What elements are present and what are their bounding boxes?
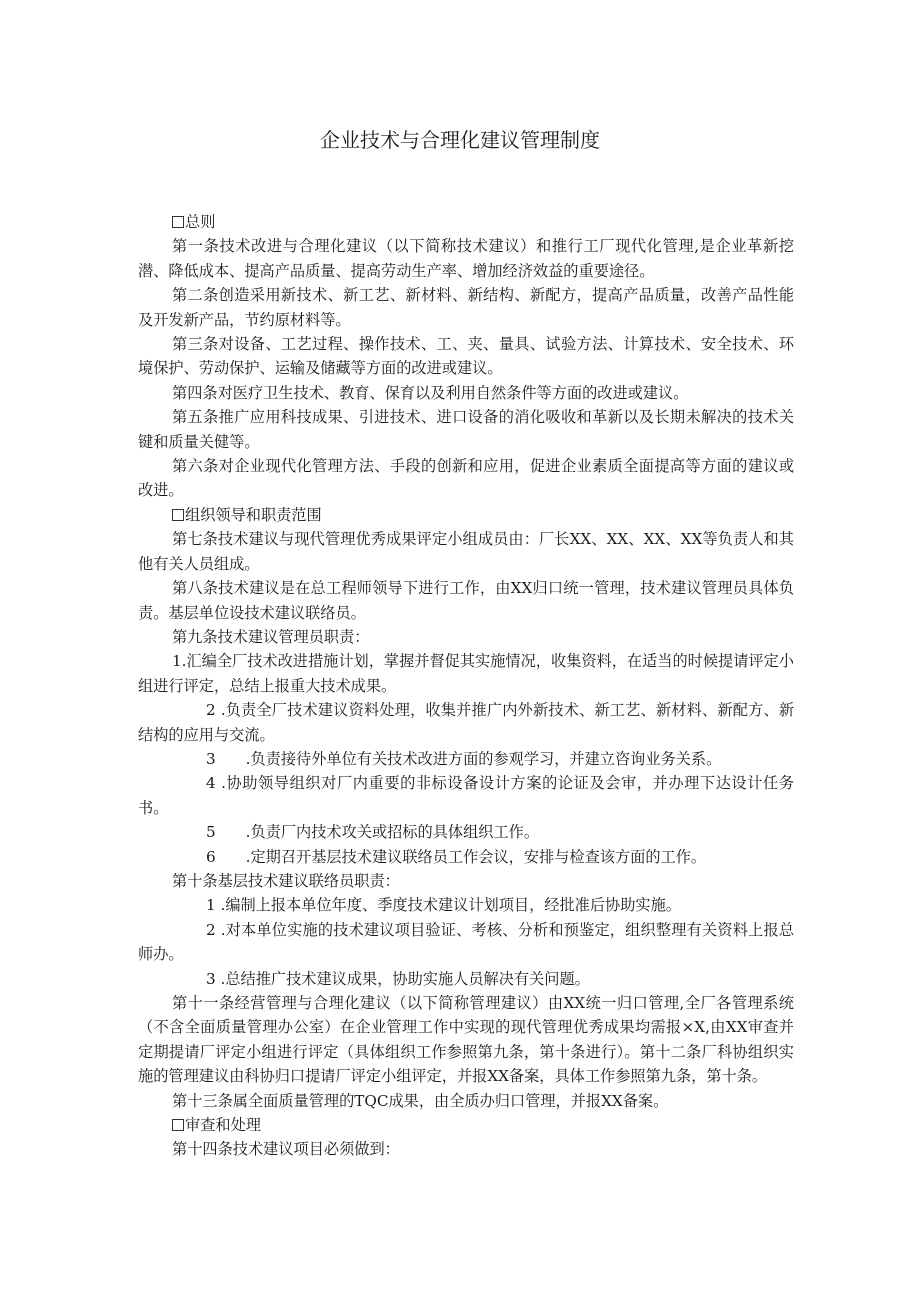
list-item [138, 771, 794, 820]
list-item-text: .负责接待外单位有关技术改进方面的参观学习，并建立咨询业务关系。 [245, 749, 722, 768]
article-paragraph: 第七条技术建议与现代管理优秀成果评定小组成员由：厂长XX、XX、XX、XX等负责人和其他有关人员组成。 [138, 530, 794, 573]
article-paragraph: 第六条对企业现代化管理方法、手段的创新和应用，促进企业素质全面提高等方面的建议或改进。 [138, 457, 794, 500]
checkbox-icon [172, 216, 184, 228]
checkbox-icon [172, 1119, 184, 1131]
section-heading-text: 总则 [185, 213, 216, 231]
list-item [138, 845, 794, 869]
article-paragraph: 第二条创造采用新技术、新工艺、新材料、新结构、新配方，提高产品质量，改善产品性能及开发新产品，节约原材料等。 [138, 286, 794, 329]
list-item [138, 698, 794, 747]
list-item [138, 918, 794, 967]
article-paragraph: 第十三条属全面质量管理的TQC成果，由全质办归口管理，并报XX备案。 [172, 1091, 669, 1110]
list-item [138, 820, 794, 844]
article-paragraph: 第五条推广应用科技成果、引进技术、进口设备的消化吸收和革新以及长期未解决的技术关键和质量关健等。 [138, 408, 794, 451]
document-title: 企业技术与合理化建议管理制度 [320, 128, 600, 152]
list-item [138, 893, 794, 917]
list-item-number: 4 [206, 774, 216, 793]
list-item-number: 1 [206, 896, 216, 915]
section-heading [138, 503, 794, 527]
article-paragraph: 第四条对医疗卫生技术、教育、保育以及利用自然条件等方面的改进或建议。 [172, 383, 689, 402]
list-item-text: .编制上报本单位年度、季度技术建议计划项目，经批准后协助实施。 [220, 896, 681, 915]
list-item-text: .负责厂内技术攻关或招标的具体组织工作。 [245, 823, 540, 842]
list-item-text: .对本单位实施的技术建议项目验证、考核、分析和预鉴定，组织整理有关资料上报总师办。 [138, 920, 795, 964]
article-paragraph: 第八条技术建议是在总工程师领导下进行工作，由XX归口统一管理，技术建议管理员具体负责。基层单位设技术建议联络员。 [138, 579, 794, 622]
article-paragraph: 第十一条经营管理与合理化建议（以下简称管理建议）由XX统一归口管理,全厂各管理系统（不含全面质量管理办公室）在企业管理工作中实现的现代管理优秀成果均需报×X,由XX审查并定期提请厂评定小组进行评定（具体组织工作参照第九条，第十条进行）。第十二条厂科协组织实施的管理建议由科协归口提请厂评定小组评定，并报XX备案，具体工作参照第九条，第十条。 [138, 994, 794, 1086]
article-paragraph: 第十四条技术建议项目必须做到： [172, 1140, 400, 1159]
section-heading [138, 210, 794, 234]
article-paragraph: 1.汇编全厂技术改进措施计划，掌握并督促其实施情况，收集资料，在适当的时候提请评定小组进行评定，总结上报重大技术成果。 [138, 652, 794, 695]
list-item-number: 2 [206, 920, 216, 939]
checkbox-icon [172, 509, 184, 521]
list-item-number: 3 [206, 969, 216, 988]
list-item-text: .定期召开基层技术建议联络员工作会议，安排与检查该方面的工作。 [245, 847, 707, 866]
list-item-text: .负责全厂技术建议资料处理，收集并推广内外新技术、新工艺、新材料、新配方、新结构的应用与交流。 [138, 701, 795, 744]
list-item-number: 6 [206, 847, 216, 866]
section-heading-text: 审查和处理 [185, 1116, 261, 1135]
section-heading-text: 组织领导和职责范围 [185, 505, 322, 524]
document-body [138, 210, 794, 1162]
list-item [138, 967, 794, 991]
article-paragraph: 第九条技术建议管理员职责： [172, 627, 370, 646]
list-item-number: 3 [206, 749, 216, 768]
list-item-number: 5 [206, 823, 216, 842]
section-heading [138, 1113, 794, 1137]
list-item-text: .总结推广技术建议成果，协助实施人员解决有关问题。 [220, 969, 590, 988]
article-paragraph: 第一条技术改进与合理化建议（以下简称技术建议）和推行工厂现代化管理,是企业革新挖潜、降低成本、提高产品质量、提高劳动生产率、增加经济效益的重要途径。 [138, 237, 794, 280]
list-item-number: 2 [206, 701, 216, 720]
list-item [138, 747, 794, 771]
article-paragraph: 第三条对设备、工艺过程、操作技术、工、夹、量具、试验方法、计算技术、安全技术、环境保护、劳动保护、运输及储藏等方面的改进或建议。 [138, 335, 794, 378]
list-item-text: .协助领导组织对厂内重要的非标设备设计方案的论证及会审，并办理下达设计任务书。 [138, 774, 795, 817]
article-paragraph: 第十条基层技术建议联络员职责： [172, 871, 400, 890]
